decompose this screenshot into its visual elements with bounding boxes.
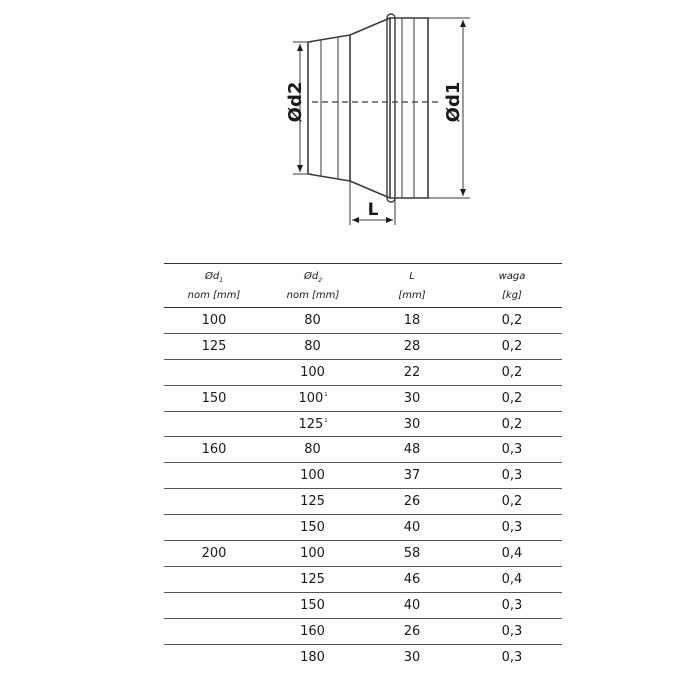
table-body xyxy=(164,308,562,670)
cell-d1 xyxy=(164,515,264,541)
cell-l-value: 58 xyxy=(403,545,421,561)
cell-d2-value: 100 xyxy=(300,468,325,484)
cell-l-value: 40 xyxy=(403,520,421,536)
table-row xyxy=(164,541,562,567)
cell-l-value: 26 xyxy=(403,494,421,510)
cell-d2 xyxy=(264,644,362,670)
table-row xyxy=(164,463,562,489)
cell-d2-value: 150 xyxy=(300,597,325,613)
cell-l-value: 22 xyxy=(403,364,421,380)
d2-label: Ød2 xyxy=(285,81,306,123)
table-row xyxy=(164,515,562,541)
cell-waga-value: 0,2 xyxy=(501,364,523,380)
cell-d2 xyxy=(264,308,362,334)
cell-d2 xyxy=(264,411,362,437)
header-l xyxy=(362,264,462,308)
cell-waga-value: 0,3 xyxy=(501,442,523,458)
cell-d2-value: 100 xyxy=(300,364,325,380)
table-row xyxy=(164,618,562,644)
cell-l xyxy=(362,308,462,334)
cell-d2 xyxy=(264,385,362,411)
cell-l xyxy=(362,541,462,567)
cell-l-value: 28 xyxy=(403,338,421,354)
cell-waga-value: 0,3 xyxy=(501,468,523,484)
cell-d2-value: 100 xyxy=(300,545,325,561)
cell-waga-value: 0,4 xyxy=(501,571,523,587)
cell-waga xyxy=(462,541,562,567)
l-label: L xyxy=(367,200,379,220)
cell-waga xyxy=(462,566,562,592)
cell-waga-value: 0,2 xyxy=(501,338,523,354)
header-line1: L xyxy=(409,270,415,282)
table-row xyxy=(164,566,562,592)
cell-l xyxy=(362,437,462,463)
cell-waga-value: 0,3 xyxy=(501,623,523,639)
table-row xyxy=(164,411,562,437)
cell-d1 xyxy=(164,333,264,359)
cell-d2 xyxy=(264,437,362,463)
cell-waga-value: 0,4 xyxy=(501,545,523,561)
cell-l-value: 46 xyxy=(403,571,421,587)
cell-d1 xyxy=(164,411,264,437)
cell-l-value: 30 xyxy=(403,390,421,406)
reducer-technical-drawing xyxy=(0,0,700,250)
table-row xyxy=(164,359,562,385)
cell-d2 xyxy=(264,592,362,618)
spec-table xyxy=(164,263,562,670)
cell-l xyxy=(362,644,462,670)
cell-waga-value: 0,2 xyxy=(501,416,523,432)
cell-d1 xyxy=(164,566,264,592)
header-line1: Ød xyxy=(303,270,319,282)
cell-d2 xyxy=(264,489,362,515)
cell-d1 xyxy=(164,592,264,618)
cell-l-value: 26 xyxy=(403,623,421,639)
cell-d2-value: 125 xyxy=(300,571,325,587)
cell-d1 xyxy=(164,359,264,385)
cell-d1 xyxy=(164,437,264,463)
cell-l xyxy=(362,411,462,437)
header-row xyxy=(164,264,562,308)
cell-waga xyxy=(462,463,562,489)
cell-l xyxy=(362,592,462,618)
cell-d2-value: 80 xyxy=(304,442,321,458)
table-row xyxy=(164,489,562,515)
cell-waga-value: 0,2 xyxy=(501,312,523,328)
header-line1: Ød xyxy=(204,270,220,282)
cell-d1-value: 150 xyxy=(201,390,227,406)
cell-waga xyxy=(462,385,562,411)
header-line2: [kg] xyxy=(502,289,522,301)
cell-d1-value: 100 xyxy=(201,312,227,328)
cell-l xyxy=(362,489,462,515)
d1-label: Ød1 xyxy=(443,81,464,123)
cell-waga xyxy=(462,411,562,437)
cell-d2 xyxy=(264,541,362,567)
cell-d2 xyxy=(264,333,362,359)
cell-d1-value: 200 xyxy=(201,545,227,561)
cell-waga-value: 0,3 xyxy=(501,649,523,665)
cell-l-value: 30 xyxy=(403,416,421,432)
footnote-marker: 1 xyxy=(324,392,328,399)
cell-d1-value: 160 xyxy=(201,442,227,458)
cell-d2-value: 125 xyxy=(298,416,324,432)
cell-d2 xyxy=(264,618,362,644)
cell-d2-value: 100 xyxy=(298,390,324,406)
cell-d2-value: 80 xyxy=(304,312,321,328)
cell-waga xyxy=(462,644,562,670)
header-d2 xyxy=(264,264,362,308)
cell-waga-value: 0,3 xyxy=(501,597,523,613)
footnote-marker: 1 xyxy=(324,418,328,425)
cell-l xyxy=(362,515,462,541)
cell-waga-value: 0,2 xyxy=(501,494,523,510)
cell-waga xyxy=(462,308,562,334)
table-row xyxy=(164,333,562,359)
table-row xyxy=(164,437,562,463)
cell-d2-value: 150 xyxy=(300,520,325,536)
cell-d1 xyxy=(164,489,264,515)
header-subscript: 1 xyxy=(219,276,224,284)
cell-d2 xyxy=(264,463,362,489)
cell-d1 xyxy=(164,463,264,489)
cell-l-value: 40 xyxy=(403,597,421,613)
cell-waga xyxy=(462,333,562,359)
cell-d1 xyxy=(164,618,264,644)
cell-waga xyxy=(462,515,562,541)
cell-d2-value: 125 xyxy=(300,494,325,510)
cell-d2-value: 160 xyxy=(300,623,325,639)
header-waga xyxy=(462,264,562,308)
cell-l xyxy=(362,333,462,359)
table-row xyxy=(164,385,562,411)
table-row xyxy=(164,308,562,334)
header-line2: [mm] xyxy=(398,289,426,301)
header-line2: nom [mm] xyxy=(187,289,241,301)
header-line1: waga xyxy=(498,270,526,282)
cell-waga xyxy=(462,592,562,618)
cell-d1 xyxy=(164,385,264,411)
cell-d1 xyxy=(164,644,264,670)
cell-waga xyxy=(462,618,562,644)
header-d1 xyxy=(164,264,264,308)
table-row xyxy=(164,592,562,618)
reducer-outline xyxy=(308,14,428,202)
cell-l-value: 48 xyxy=(403,442,421,458)
cell-d2-value: 80 xyxy=(304,338,321,354)
cell-l-value: 30 xyxy=(403,649,421,665)
cell-l xyxy=(362,463,462,489)
table-row xyxy=(164,644,562,670)
cell-l xyxy=(362,566,462,592)
cell-d2 xyxy=(264,359,362,385)
cell-l-value: 18 xyxy=(403,312,421,328)
cell-l xyxy=(362,385,462,411)
header-line2: nom [mm] xyxy=(286,289,340,301)
cell-d2-value: 180 xyxy=(300,649,325,665)
cell-waga xyxy=(462,437,562,463)
cell-d2 xyxy=(264,566,362,592)
cell-d1 xyxy=(164,541,264,567)
cell-l-value: 37 xyxy=(403,468,421,484)
cell-d1-value: 125 xyxy=(201,338,227,354)
cell-waga-value: 0,2 xyxy=(501,390,523,406)
cell-l xyxy=(362,618,462,644)
cell-waga-value: 0,3 xyxy=(501,520,523,536)
cell-waga xyxy=(462,489,562,515)
table-header xyxy=(164,264,562,308)
cell-l xyxy=(362,359,462,385)
cell-d1 xyxy=(164,308,264,334)
header-subscript: 2 xyxy=(318,276,323,284)
cell-waga xyxy=(462,359,562,385)
cell-d2 xyxy=(264,515,362,541)
